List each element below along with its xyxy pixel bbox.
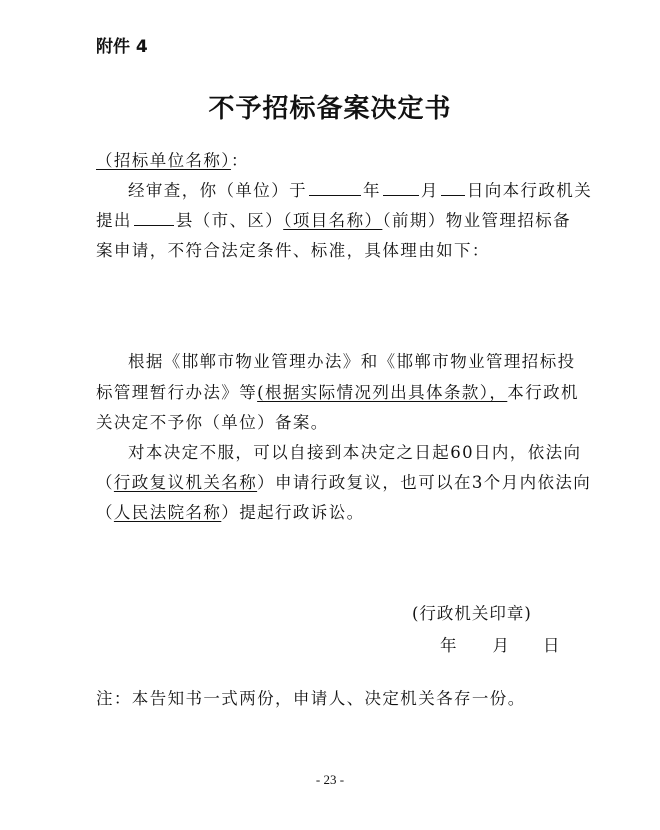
para2-text-c: 本行政机	[507, 383, 579, 402]
para1-line1	[128, 177, 592, 201]
date-month: 月	[492, 636, 509, 655]
note-text: 注：本告知书一式两份，申请人、决定机关各存一份。	[96, 689, 526, 708]
para3-text-a: （	[96, 473, 114, 492]
court-name-field: 人民法院名称	[113, 503, 222, 522]
document-title: 不予招标备案决定书	[208, 94, 452, 124]
review-authority-field: 行政复议机关名称	[113, 473, 258, 492]
para1-text-b: 年	[363, 181, 381, 200]
page-number: - 23 -	[315, 772, 345, 787]
para3-text-f: ）提起行政诉讼。	[221, 503, 365, 522]
para2-line3: 关决定不予你（单位）备案。	[96, 413, 329, 432]
para1-line2	[96, 207, 571, 231]
specific-clauses-field: (根据实际情况列出具体条款），	[257, 383, 508, 402]
attachment-label: 附件 4	[96, 37, 148, 57]
addressee-colon: ：	[230, 151, 249, 170]
date-year: 年	[440, 636, 457, 655]
para3-line2	[96, 469, 591, 493]
para1-line3: 案申请，不符合法定条件、标准，具体理由如下：	[96, 241, 490, 260]
addressee-line	[96, 147, 249, 171]
para2-line2	[96, 379, 579, 403]
official-seal-label: (行政机关印章)	[412, 604, 532, 623]
para1-text-f: 县（市、区）	[175, 211, 284, 230]
date-day: 日	[543, 636, 560, 655]
para1-text-a: 经审查，你（单位）于	[128, 181, 307, 200]
para2-line1: 根据《邯郸市物业管理办法》和《邯郸市物业管理招标投	[128, 352, 576, 371]
blank-date	[441, 178, 465, 196]
blank-county	[134, 208, 174, 226]
para3-line3	[96, 499, 365, 523]
blank-month	[383, 178, 419, 196]
addressee-name: （招标单位名称）	[96, 151, 231, 170]
para3-line1: 对本决定不服，可以自接到本决定之日起60日内，依法向	[128, 443, 582, 462]
para1-text-c: 月	[420, 181, 439, 200]
para1-text-d: 日向本行政机关	[466, 181, 593, 200]
para1-text-e: 提出	[96, 211, 132, 230]
para1-text-g: （前期）物业管理招标备	[382, 211, 572, 230]
para3-text-d: （	[96, 503, 114, 522]
para2-text-a: 标管理暂行办法》等	[96, 383, 258, 402]
para3-text-c: ）申请行政复议，也可以在3个月内依法向	[257, 473, 592, 492]
signature-date	[440, 632, 560, 656]
blank-day	[309, 178, 361, 196]
project-name-field: （项目名称）	[283, 211, 383, 230]
